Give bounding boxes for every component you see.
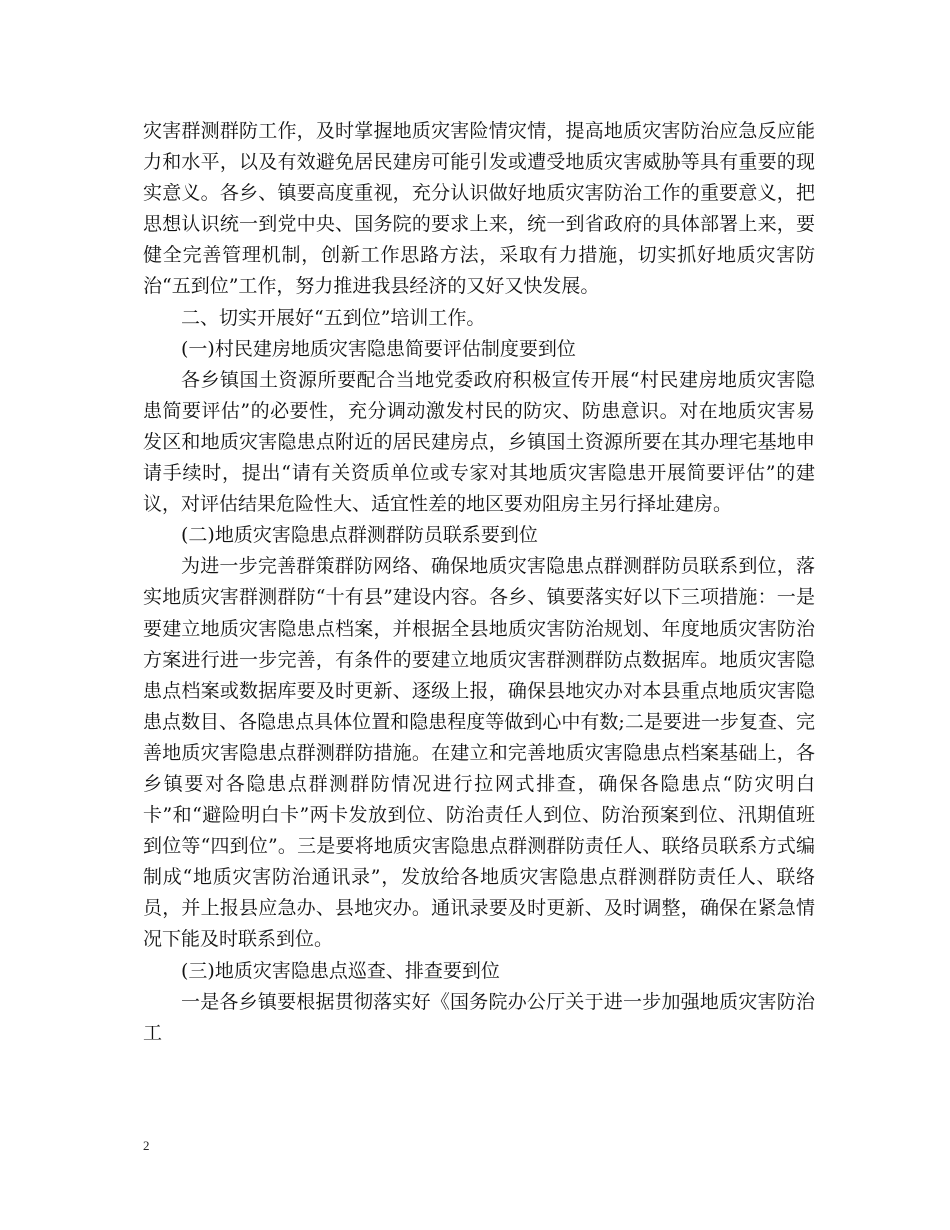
paragraph-assessment: 各乡镇国土资源所要配合当地党委政府积极宣传开展“村民建房地质灾害隐患简要评估”的必要性，充分调动激发村民的防灾、防患意识。对在地质灾害易发区和地质灾害隐患点附近的居民建房点，乡镇国土资源所要在其办理宅基地申请手续时，提出“请有关资质单位或专家对其地质灾害隐患开展简要评估”的建议，对评估结果危险性大、适宜性差的地区要劝阻房主另行择址建房。 [143,368,815,516]
section-heading-two: 二、切实开展好“五到位”培训工作。 [181,306,486,329]
page-number: 2 [143,1138,150,1153]
document-body [143,116,815,1049]
subheading-one: (一)村民建房地质灾害隐患简要评估制度要到位 [181,337,576,360]
subheading-three: (三)地质灾害隐患点巡查、排查要到位 [181,959,500,982]
paragraph-inspection: 一是各乡镇要根据贯彻落实好《国务院办公厅关于进一步加强地质灾害防治工 [143,990,815,1044]
paragraph-continuation: 灾害群测群防工作，及时掌握地质灾害险情灾情，提高地质灾害防治应急反应能力和水平，以及有效避免居民建房可能引发或遭受地质灾害威胁等具有重要的现实意义。各乡、镇要高度重视，充分认识做好地质灾害防治工作的重要意义，把思想认识统一到党中央、国务院的要求上来，统一到省政府的具体部署上来，要健全完善管理机制，创新工作思路方法，采取有力措施，切实抓好地质灾害防治“五到位”工作，努力推进我县经济的又好又快发展。 [143,120,815,298]
paragraph-contact-measures: 为进一步完善群策群防网络、确保地质灾害隐患点群测群防员联系到位，落实地质灾害群测群防“十有县”建设内容。各乡、镇要落实好以下三项措施：一是要建立地质灾害隐患点档案，并根据全县地质灾害防治规划、年度地质灾害防治方案进行进一步完善，有条件的要建立地质灾害群测群防点数据库。地质灾害隐患点档案或数据库要及时更新、逐级上报，确保县地灾办对本县重点地质灾害隐患点数目、各隐患点具体位置和隐患程度等做到心中有数;二是要进一步复查、完善地质灾害隐患点群测群防措施。在建立和完善地质灾害隐患点档案基础上，各乡镇要对各隐患点群测群防情况进行拉网式排查，确保各隐患点“防灾明白卡”和“避险明白卡”两卡发放到位、防治责任人到位、防治预案到位、汛期值班到位等“四到位”。三是要将地质灾害隐患点群测群防责任人、联络员联系方式编制成“地质灾害防治通讯录”，发放给各地质灾害隐患点群测群防责任人、联络员，并上报县应急办、县地灾办。通讯录要及时更新、及时调整，确保在紧急情况下能及时联系到位。 [143,555,815,951]
subheading-two: (二)地质灾害隐患点群测群防员联系要到位 [181,524,538,547]
